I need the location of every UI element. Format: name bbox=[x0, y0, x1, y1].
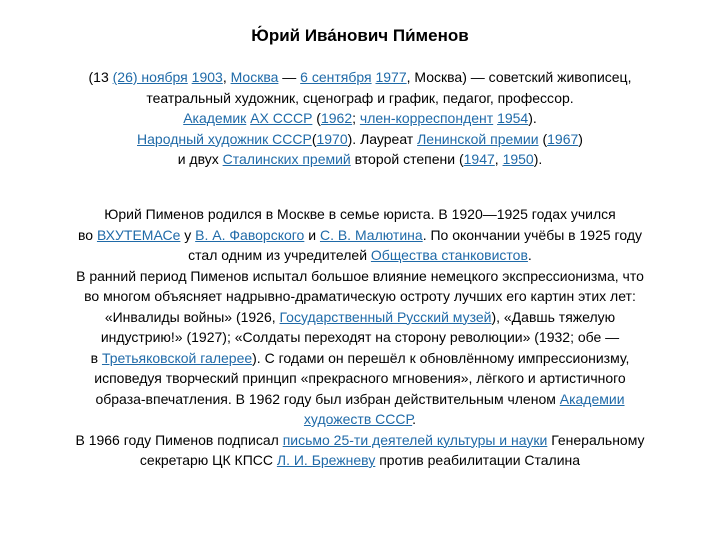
text-segment: . По окончании учёбы в 1925 году bbox=[422, 226, 642, 243]
biography-paragraph bbox=[20, 204, 700, 471]
link-tretyakov-gallery[interactable]: Третьяковской галерее bbox=[101, 349, 253, 366]
intro-line-2 bbox=[20, 88, 700, 109]
intro-line-1 bbox=[20, 67, 700, 88]
text-segment: , bbox=[222, 69, 231, 85]
link-year-1954[interactable]: 1954 bbox=[497, 110, 529, 126]
text-segment: исповедуя творческий принцип «прекрасного мгновения», лёгкого и артистичного bbox=[94, 370, 626, 386]
text-segment: В ранний период Пименов испытал большое влияние немецкого экспрессионизма, что bbox=[76, 267, 644, 284]
text-segment: и двух bbox=[177, 151, 223, 167]
text-segment: . bbox=[412, 411, 417, 427]
bio-line-9 bbox=[20, 368, 700, 389]
bio-line-1 bbox=[20, 204, 700, 225]
intro-line-5 bbox=[20, 149, 700, 170]
intro-paragraph bbox=[20, 67, 700, 170]
link-moscow[interactable]: Москва bbox=[230, 69, 279, 85]
intro-line-3 bbox=[20, 108, 700, 129]
bio-line-2 bbox=[20, 225, 700, 246]
link-stalin-prizes[interactable]: Сталинских премий bbox=[222, 151, 351, 167]
text-segment: и bbox=[304, 226, 320, 243]
bio-line-10 bbox=[20, 389, 700, 410]
link-academy-of-arts[interactable]: Академии bbox=[559, 390, 625, 407]
text-segment: во многом объясняет надрывно-драматическую остроту лучших его картин этих лет: bbox=[84, 288, 636, 304]
text-segment: ( bbox=[538, 130, 548, 147]
link-year-1950[interactable]: 1950 bbox=[502, 151, 534, 167]
link-vkhutemas[interactable]: ВХУТЕМАСе bbox=[96, 226, 181, 243]
text-segment: . bbox=[527, 247, 532, 263]
text-segment: ( bbox=[312, 110, 321, 126]
bio-line-3 bbox=[20, 245, 700, 266]
text-segment: Юрий Пименов родился в Москве в семье юриста. В 1920—1925 годах учился bbox=[104, 206, 616, 222]
text-segment: во bbox=[77, 226, 97, 243]
bio-line-4 bbox=[20, 266, 700, 287]
text-segment: второй степени ( bbox=[350, 151, 464, 167]
link-academy-of-arts-cont[interactable]: художеств СССР bbox=[303, 411, 413, 427]
link-easel-society[interactable]: Общества станковистов bbox=[370, 247, 528, 263]
text-segment: , bbox=[494, 151, 503, 167]
text-segment: ( bbox=[311, 130, 317, 147]
link-brezhnev[interactable]: Л. И. Брежневу bbox=[276, 452, 376, 468]
text-segment: (13 bbox=[88, 69, 113, 85]
text-segment: , Москва) — советский живописец, bbox=[406, 69, 632, 85]
link-corresponding-member[interactable]: член-корреспондент bbox=[359, 110, 494, 126]
link-birth-date[interactable]: (26) ноября bbox=[112, 69, 188, 85]
link-russian-museum[interactable]: Государственный Русский музей bbox=[279, 308, 492, 325]
link-year-1970[interactable]: 1970 bbox=[316, 130, 348, 147]
link-peoples-artist[interactable]: Народный художник СССР bbox=[137, 130, 312, 147]
intro-line-4 bbox=[20, 129, 700, 150]
link-favorsky[interactable]: В. А. Фаворского bbox=[195, 226, 305, 243]
link-letter-25[interactable]: письмо 25-ти деятелей культуры и науки bbox=[282, 431, 548, 448]
text-segment: ). С годами он перешёл к обновлённому импрессионизму, bbox=[252, 349, 630, 366]
text-segment: ). Лауреат bbox=[347, 130, 418, 147]
text-segment: В 1966 году Пименов подписал bbox=[75, 431, 283, 448]
link-academician[interactable]: Академик bbox=[183, 110, 247, 126]
link-death-year[interactable]: 1977 bbox=[375, 69, 407, 85]
text-segment: «Инвалиды войны» (1926, bbox=[104, 308, 280, 325]
text-segment: стал одним из учредителей bbox=[188, 247, 371, 263]
bio-line-11 bbox=[20, 409, 700, 430]
link-birth-year[interactable]: 1903 bbox=[191, 69, 223, 85]
bio-line-6 bbox=[20, 307, 700, 328]
text-segment: индустрию!» (1927); «Солдаты переходят на сторону революции» (1932; обе — bbox=[100, 329, 620, 345]
page-title: Ю́рий Ива́нович Пи́менов bbox=[251, 26, 469, 45]
text-segment: ; bbox=[352, 110, 360, 126]
text-segment: театральный художник, сценограф и график, педагог, профессор. bbox=[146, 89, 574, 106]
link-ah-ussr[interactable]: АХ СССР bbox=[250, 110, 313, 126]
text-segment: в bbox=[90, 349, 102, 366]
text-segment: у bbox=[180, 226, 196, 243]
bio-line-12 bbox=[20, 430, 700, 451]
link-year-1947[interactable]: 1947 bbox=[463, 151, 495, 167]
text-segment: ). bbox=[533, 151, 543, 167]
link-year-1962[interactable]: 1962 bbox=[320, 110, 353, 126]
text-segment: секретарю ЦК КПСС bbox=[139, 452, 277, 468]
link-lenin-prize[interactable]: Ленинской премии bbox=[417, 130, 539, 147]
link-malyutin[interactable]: С. В. Малютина bbox=[319, 226, 423, 243]
bio-line-5 bbox=[20, 286, 700, 307]
text-segment: Генеральному bbox=[547, 431, 645, 448]
text-segment: ). bbox=[528, 110, 537, 126]
link-year-1967[interactable]: 1967 bbox=[547, 130, 579, 147]
text-segment: — bbox=[278, 69, 301, 85]
text-segment: образа-впечатления. В 1962 году был избран действительным членом bbox=[95, 390, 560, 407]
link-death-date[interactable]: 6 сентября bbox=[300, 69, 372, 85]
text-segment: ) bbox=[578, 130, 583, 147]
text-segment: против реабилитации Сталина bbox=[375, 452, 581, 468]
text-segment: ), «Давшь тяжелую bbox=[491, 308, 616, 325]
bio-line-8 bbox=[20, 348, 700, 369]
bio-line-7 bbox=[20, 327, 700, 348]
bio-line-13 bbox=[20, 450, 700, 471]
